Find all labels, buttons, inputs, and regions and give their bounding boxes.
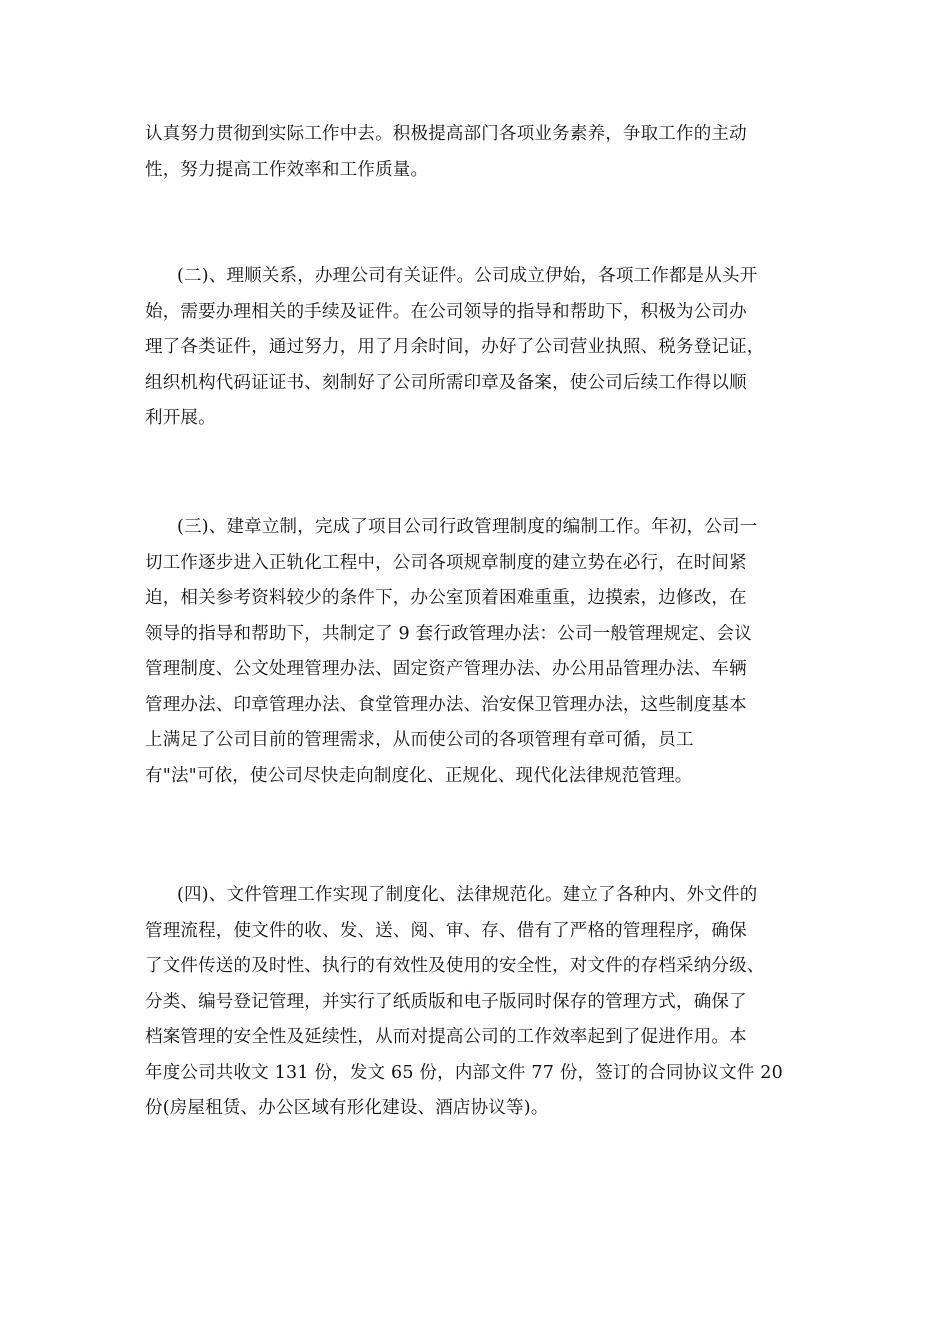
text-line: 利开展。	[145, 408, 216, 428]
text-line: 管理制度、公文处理管理办法、固定资产管理办法、办公用品管理办法、车辆	[145, 659, 747, 679]
text-line: 分类、编号登记管理，并实行了纸质版和电子版同时保存的管理方式，确保了	[145, 991, 747, 1012]
text-line: 性，努力提高工作效率和工作质量。	[145, 159, 429, 180]
text-line: 认真努力贯彻到实际工作中去。积极提高部门各项业务素养，争取工作的主动	[145, 124, 747, 144]
text-line: (三)、建章立制，完成了项目公司行政管理制度的编制工作。年初，公司一	[177, 517, 758, 537]
paragraph-continuation	[145, 117, 805, 188]
text-line: 领导的指导和帮助下，共制定了 9 套行政管理办法：公司一般管理规定、会议	[145, 623, 752, 644]
text-line: 上满足了公司目前的管理需求，从而使公司的各项管理有章可循，员工	[145, 730, 694, 750]
text-line: 了文件传送的及时性、执行的有效性及使用的安全性，对文件的存档采纳分级、	[145, 956, 765, 976]
text-line: 切工作逐步进入正轨化工程中，公司各项规章制度的建立势在必行，在时间紧	[145, 552, 747, 573]
paragraph-certificates	[145, 259, 805, 437]
text-line: 有"法"可依，使公司尽快走向制度化、正规化、现代化法律规范管理。	[145, 765, 693, 786]
text-line: 迫，相关参考资料较少的条件下，办公室顶着困难重重，边摸索，边修改，在	[145, 588, 747, 608]
paragraph-file-management	[145, 878, 805, 1127]
text-line: 管理办法、印章管理办法、食堂管理办法、治安保卫管理办法，这些制度基本	[145, 694, 747, 715]
text-line: 档案管理的安全性及延续性，从而对提高公司的工作效率起到了促进作用。本	[145, 1027, 747, 1047]
text-line: 年度公司共收文 131 份，发文 65 份，内部文件 77 份，签订的合同协议文件 20	[145, 1062, 783, 1083]
text-line: 始，需要办理相关的手续及证件。在公司领导的指导和帮助下，积极为公司办	[145, 301, 747, 322]
text-line: (二)、理顺关系，办理公司有关证件。公司成立伊始，各项工作都是从头开	[177, 266, 758, 286]
text-line: 组织机构代码证证书、刻制好了公司所需印章及备案，使公司后续工作得以顺	[145, 372, 747, 393]
text-line: 理了各类证件，通过努力，用了月余时间，办好了公司营业执照、税务登记证，	[145, 337, 765, 357]
paragraph-regulations	[145, 510, 805, 794]
text-line: 份(房屋租赁、办公区域有形化建设、酒店协议等)。	[145, 1098, 549, 1118]
text-line: (四)、文件管理工作实现了制度化、法律规范化。建立了各种内、外文件的	[177, 885, 758, 905]
text-line: 管理流程，使文件的收、发、送、阅、审、存、借有了严格的管理程序，确保	[145, 920, 747, 941]
